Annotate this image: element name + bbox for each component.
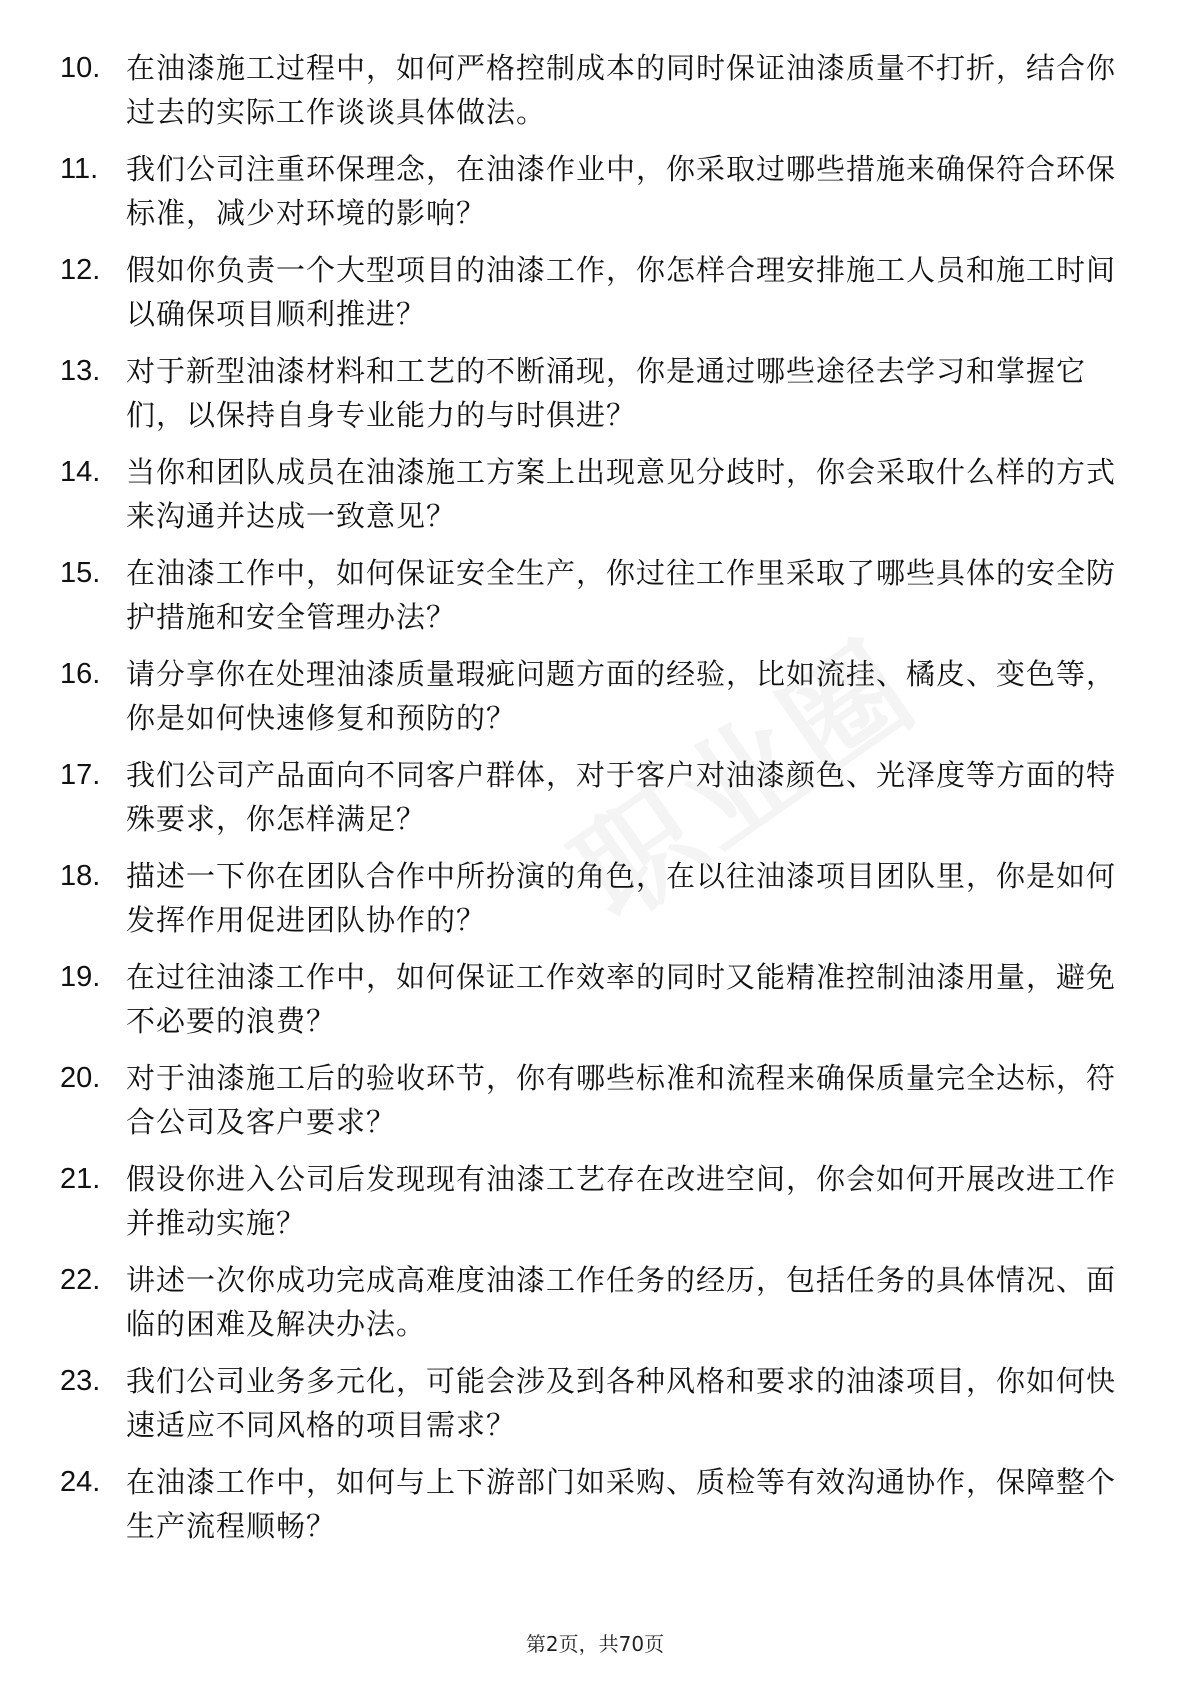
question-text: 我们公司注重环保理念，在油漆作业中，你采取过哪些措施来确保符合环保标准，减少对环境的影响？: [126, 152, 1117, 230]
question-item: [60, 147, 1120, 243]
question-item: [60, 46, 1120, 142]
question-number: 18.: [60, 860, 101, 892]
question-item: [60, 248, 1120, 344]
question-number: 24.: [60, 1466, 101, 1498]
question-list: [60, 46, 1120, 1561]
question-text: 对于油漆施工后的验收环节，你有哪些标准和流程来确保质量完全达标，符合公司及客户要求？: [126, 1061, 1117, 1139]
question-item: [60, 450, 1120, 546]
page-footer: [0, 1628, 1190, 1657]
question-item: [60, 652, 1120, 748]
question-text: 在油漆工作中，如何保证安全生产，你过往工作里采取了哪些具体的安全防护措施和安全管理办法？: [126, 556, 1117, 634]
question-number: 12.: [60, 254, 101, 286]
question-item: [60, 1258, 1120, 1354]
question-text: 在过往油漆工作中，如何保证工作效率的同时又能精准控制油漆用量，避免不必要的浪费？: [126, 960, 1117, 1038]
question-item: [60, 551, 1120, 647]
question-text: 讲述一次你成功完成高难度油漆工作任务的经历，包括任务的具体情况、面临的困难及解决办法。: [126, 1263, 1117, 1341]
page-number: 第2页，共70页: [525, 1632, 665, 1656]
question-number: 17.: [60, 759, 101, 791]
question-item: [60, 854, 1120, 950]
question-item: [60, 1157, 1120, 1253]
question-number: 13.: [60, 355, 101, 387]
question-number: 16.: [60, 658, 101, 690]
question-item: [60, 1359, 1120, 1455]
question-number: 10.: [60, 52, 101, 84]
question-item: [60, 955, 1120, 1051]
question-text: 对于新型油漆材料和工艺的不断涌现，你是通过哪些途径去学习和掌握它们，以保持自身专业能力的与时俱进？: [126, 354, 1087, 432]
question-text: 在油漆施工过程中，如何严格控制成本的同时保证油漆质量不打折，结合你过去的实际工作谈谈具体做法。: [126, 51, 1117, 129]
question-number: 21.: [60, 1163, 101, 1195]
question-text: 请分享你在处理油漆质量瑕疵问题方面的经验，比如流挂、橘皮、变色等，你是如何快速修复和预防的？: [126, 657, 1117, 735]
question-number: 22.: [60, 1264, 101, 1296]
question-text: 在油漆工作中，如何与上下游部门如采购、质检等有效沟通协作，保障整个生产流程顺畅？: [126, 1465, 1117, 1543]
question-item: [60, 753, 1120, 849]
question-item: [60, 1056, 1120, 1152]
question-text: 假如你负责一个大型项目的油漆工作，你怎样合理安排施工人员和施工时间以确保项目顺利推进？: [126, 253, 1117, 331]
question-item: [60, 1460, 1120, 1556]
question-number: 15.: [60, 557, 101, 589]
question-number: 14.: [60, 456, 101, 488]
question-number: 23.: [60, 1365, 101, 1397]
question-item: [60, 349, 1120, 445]
question-number: 20.: [60, 1062, 101, 1094]
question-number: 11.: [60, 153, 99, 185]
question-text: 假设你进入公司后发现现有油漆工艺存在改进空间，你会如何开展改进工作并推动实施？: [126, 1162, 1117, 1240]
question-text: 当你和团队成员在油漆施工方案上出现意见分歧时，你会采取什么样的方式来沟通并达成一致意见？: [126, 455, 1117, 533]
question-text: 描述一下你在团队合作中所扮演的角色，在以往油漆项目团队里，你是如何发挥作用促进团队协作的？: [126, 859, 1117, 937]
question-text: 我们公司业务多元化，可能会涉及到各种风格和要求的油漆项目，你如何快速适应不同风格的项目需求？: [126, 1364, 1117, 1442]
question-text: 我们公司产品面向不同客户群体，对于客户对油漆颜色、光泽度等方面的特殊要求，你怎样满足？: [126, 758, 1117, 836]
question-number: 19.: [60, 961, 101, 993]
